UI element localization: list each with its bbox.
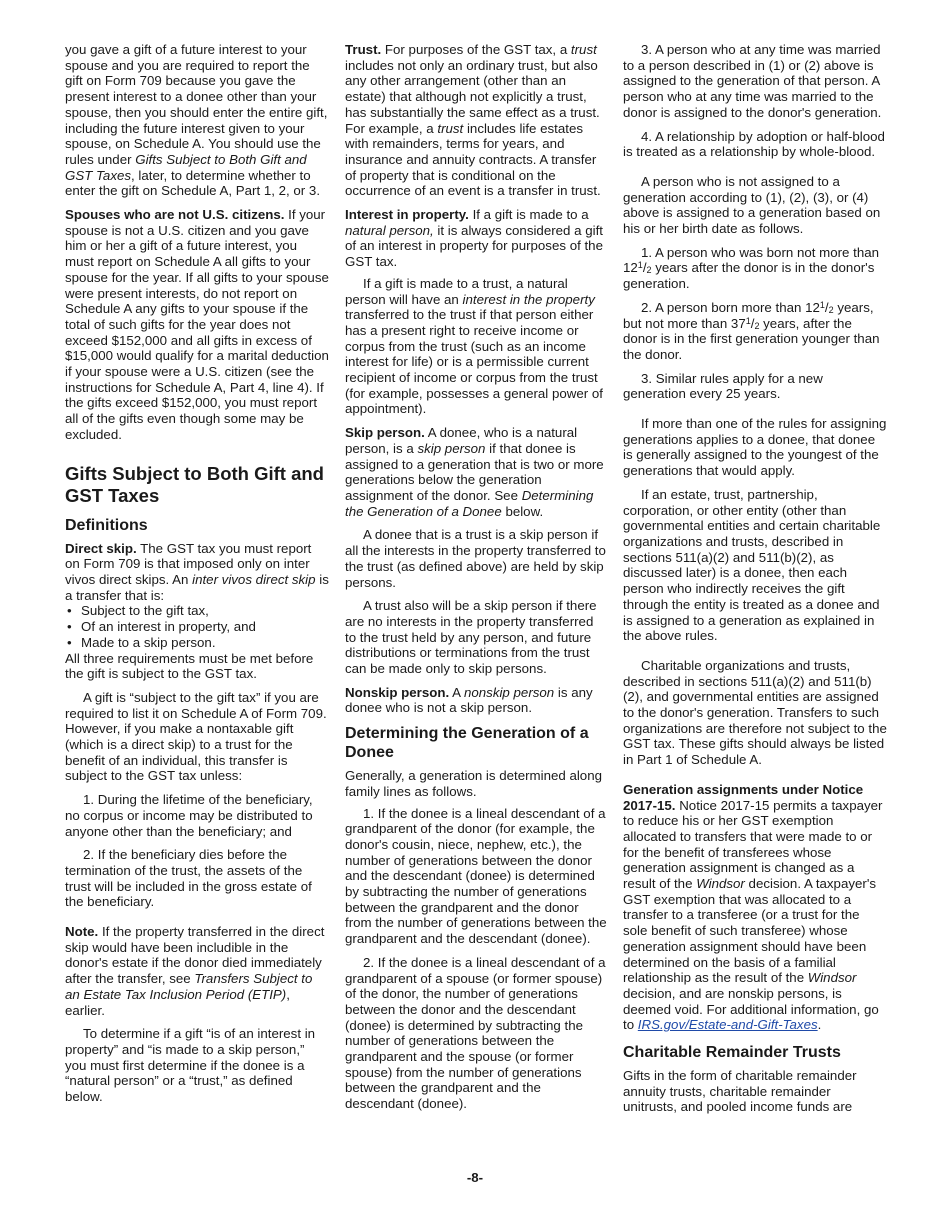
column-middle bbox=[345, 42, 607, 1120]
cross-reference: Gifts Subject to Both Gift and GST Taxes bbox=[65, 151, 307, 183]
paragraph-notice-2017-15: Generation assignments under Notice 2017-15. Notice 2017-15 permits a taxpayer to reduce his or her GST exemption allocated to transfers that were made to or for the benefit of transferees whose generation assignment is changed as a result of the Windsor decision. A taxpayer's GST exemption that was allocated to a transfer to a transferee (or a trust for the sole benefit of such transferee) whose generation assignment should have been determined on the basis of a familial relationship as the result of the Windsor decision, and are nonskip persons, is deemed void. For additional information, go to IRS.gov/Estate-and-Gift-Taxes. bbox=[623, 781, 883, 1033]
run-in-heading: Spouses who are not U.S. citizens. bbox=[65, 207, 285, 223]
numbered-item-1: 1. If the donee is a lineal descendant of a grandparent of the donor (for example, the donor's cousin, niece, nephew, etc.), the number of generations between the donor and the descendant (donee) is determined by subtracting the number of generations between the grandparent and the donor from the number of generations between the grandparent and the descendant (donee). bbox=[345, 805, 607, 947]
fraction-denominator: 2 bbox=[754, 320, 760, 331]
paragraph-skip-person: Skip person. A donee, who is a natural person, is a skip person if that donee is assigned to a generation that is two or more generations below the generation assignment of the donor. See Determining the Generation of a Donee below. bbox=[345, 425, 604, 519]
numbered-item-3: 3. A person who at any time was married to a person described in (1) or (2) above is assigned to the generation of that person. A person who at any time was married to the donor is assigned to the donor's generation. bbox=[623, 42, 882, 120]
fraction-numerator: 1 bbox=[745, 315, 751, 326]
paragraph-crt: Gifts in the form of charitable remainder annuity trusts, charitable remainder unitrusts, and pooled income funds are bbox=[623, 1068, 857, 1115]
column-right bbox=[623, 42, 887, 1115]
bullet-list bbox=[65, 603, 329, 650]
cross-reference: Transfers Subject to an Estate Tax Inclusion Period (ETIP) bbox=[65, 971, 313, 1002]
section-title: Gifts Subject to Both Gift and GST Taxes bbox=[65, 462, 324, 506]
paragraph-note: Note. If the property transferred in the direct skip would have been includible in the donor's estate if the donor died immediately after the transfer, see Transfers Subject to an Estate Tax Inclusion Period (ETIP), earlier. bbox=[65, 924, 325, 1018]
irs-link[interactable]: IRS.gov/Estate-and-Gift-Taxes bbox=[637, 1017, 818, 1033]
run-in-heading: Note. bbox=[65, 924, 99, 940]
page-number: -8- bbox=[466, 1170, 484, 1185]
paragraph-all-three: All three requirements must be met before the gift is subject to the GST tax. bbox=[65, 650, 314, 682]
paragraph-spouses-not-citizens: Spouses who are not U.S. citizens. If your spouse is not a U.S. citizen and you gave him or her a gift of a future interest, you must report on Schedule A all gifts to your spouse for the year. If all gifts to your spouse were present interests, do not report on Schedule A any gifts to your spouse if the total of such gifts for the year does not exceed $152,000 and all gifts in excess of $15,000 would qualify for a marital deduction if your spouse were a U.S. citizen (see the instructions for Schedule A, Part 4, line 4). If the gifts exceed $152,000, you must report all of the gifts even though some may be excluded. bbox=[65, 207, 329, 442]
paragraph-not-assigned: A person who is not assigned to a generation according to (1), (2), (3), or (4) above is assigned to a generation based on his or her birth date as follows. bbox=[623, 173, 881, 237]
numbered-item-2: 2. If the beneficiary dies before the termination of the trust, the assets of the trust will be included in the gross estate of the beneficiary. bbox=[65, 847, 312, 910]
subsection-title-charitable-remainder: Charitable Remainder Trusts bbox=[623, 1044, 841, 1062]
fraction-numerator: 1 bbox=[819, 299, 825, 310]
paragraph-interest-in-property: Interest in property. If a gift is made to a natural person, it is always considered a gift of an interest in property for purposes of the GST tax. bbox=[345, 207, 603, 270]
paragraph-trust-interest: If a gift is made to a trust, a natural person will have an interest in the property transferred to the trust if that person either has a present right to receive income or corpus from the trust (such as an income interest for life) or is a permissible current recipient of income or corpus from the trust (for example, possesses a general power of appointment). bbox=[345, 275, 603, 417]
run-in-heading: Skip person. bbox=[345, 425, 425, 441]
numbered-item-4: 4. A relationship by adoption or half-blood is treated as a relationship by whole-blood. bbox=[623, 128, 885, 160]
run-in-heading: Interest in property. bbox=[345, 207, 469, 223]
paragraph-estate: If an estate, trust, partnership, corporation, or other entity (other than governmental entities and certain charitable organizations and trusts, described in sections 511(a)(2) and 511(b)(2), as discussed later) is a donee, then each person who indirectly receives the gift through the entity is treated as a donee and is assigned to a generation as explained in the above rules. bbox=[623, 486, 881, 644]
paragraph-nonskip-person: Nonskip person. A nonskip person is any donee who is not a skip person. bbox=[345, 684, 593, 716]
numbered-item-1: 1. During the lifetime of the beneficiary, no corpus or income may be distributed to anyone other than the beneficiary; and bbox=[65, 792, 313, 839]
fraction-numerator: 1 bbox=[637, 260, 643, 271]
paragraph-future-interest: you gave a gift of a future interest to your spouse and you are required to report the gift on Form 709 because you gave the present interest to a donee other than your spouse, then you should enter the entire gift, including the future interest given to your spouse, on Schedule A. You should use the rules under Gifts Subject to Both Gift and GST Taxes, later, to determine whether to enter the gift on Schedule A, Part 1, 2, or 3. bbox=[65, 42, 328, 199]
fraction-denominator: 2 bbox=[828, 304, 834, 315]
fraction-denominator: 2 bbox=[646, 265, 652, 276]
paragraph-direct-skip: Direct skip. The GST tax you must report on Form 709 is that imposed only on inter vivos direct skips. An inter vivos direct skip is a transfer that is: bbox=[65, 540, 329, 603]
paragraph-trust: Trust. For purposes of the GST tax, a trust includes not only an ordinary trust, but also any other arrangement (other than an estate) that although not explicitly a trust, has substantially the same effect as a trust. For example, a trust includes life estates with remainders, terms for years, and insurance and annuity contracts. A transfer of property that is conditional on the occurrence of an event is a transfer in trust. bbox=[345, 42, 601, 199]
paragraph-charitable: Charitable organizations and trusts, described in sections 511(a)(2) and 511(b)(2), and governmental entities are assigned to the donor's generation. Transfers to such organizations are therefore not subject to the GST tax. These gifts should always be listed in Part 1 of Schedule A. bbox=[623, 657, 887, 768]
paragraph-determine: To determine if a gift “is of an interest in property” and “is made to a skip person,” you must first determine if the donee is a “natural person” or a “trust,” as defined below. bbox=[65, 1026, 316, 1105]
cross-reference: Determining the Generation of a Donee bbox=[345, 487, 594, 519]
paragraph-skip-trust-1: A donee that is a trust is a skip person if all the interests in the property transferred to the trust (as defined above) are held by skip persons. bbox=[345, 527, 606, 590]
subsection-title-generation: Determining the Generation of a Donee bbox=[345, 725, 589, 762]
run-in-heading: Trust. bbox=[345, 42, 382, 57]
numbered-item-2: 2. If the donee is a lineal descendant of a grandparent of a spouse (or former spouse) of the donor, the number of generations between the donor and the descendant (donee) is determined by subtracting the number of generations between the grandparent and the spouse (or former spouse) from the number of generations between the grandparent and the descendant (donee). bbox=[345, 954, 606, 1112]
paragraph-skip-trust-2: A trust also will be a skip person if there are no interests in the property transferred to the trust held by any person, and future distributions or terminations from the trust can be made only to skip persons. bbox=[345, 598, 597, 677]
birth-rule-3: 3. Similar rules apply for a new generation every 25 years. bbox=[623, 370, 823, 402]
list-item: • Subject to the gift tax, bbox=[65, 603, 329, 619]
run-in-heading: Direct skip. bbox=[65, 540, 137, 556]
subsection-title-definitions: Definitions bbox=[65, 516, 148, 534]
run-in-heading: Nonskip person. bbox=[345, 684, 450, 700]
birth-rule-1: 1. A person who was born not more than $12^1/_2$ years after the donor is in the donor's generation. bbox=[623, 244, 880, 292]
list-item: • Of an interest in property, and bbox=[65, 619, 329, 635]
column-left bbox=[65, 42, 329, 1113]
birth-rule-2: 2. A person born more than $12^1/_2$ years, but not more than $37^1/_2$ years, after the donor is in the first generation younger than the donor. bbox=[623, 299, 880, 362]
paragraph-more-than-one: If more than one of the rules for assigning generations applies to a donee, that donee is generally assigned to the youngest of the generations that would apply. bbox=[623, 416, 887, 479]
paragraph-gen-intro: Generally, a generation is determined along family lines as follows. bbox=[345, 768, 602, 799]
run-in-heading: Generation assignments under Notice 2017-15. bbox=[623, 781, 864, 813]
paragraph-gift-subject: A gift is “subject to the gift tax” if you are required to list it on Schedule A of Form 709. However, if you make a nontaxable gift (which is a direct skip) to a trust for the benefit of an individual, this transfer is subject to the GST tax unless: bbox=[65, 689, 327, 784]
list-item: • Made to a skip person. bbox=[65, 635, 329, 651]
